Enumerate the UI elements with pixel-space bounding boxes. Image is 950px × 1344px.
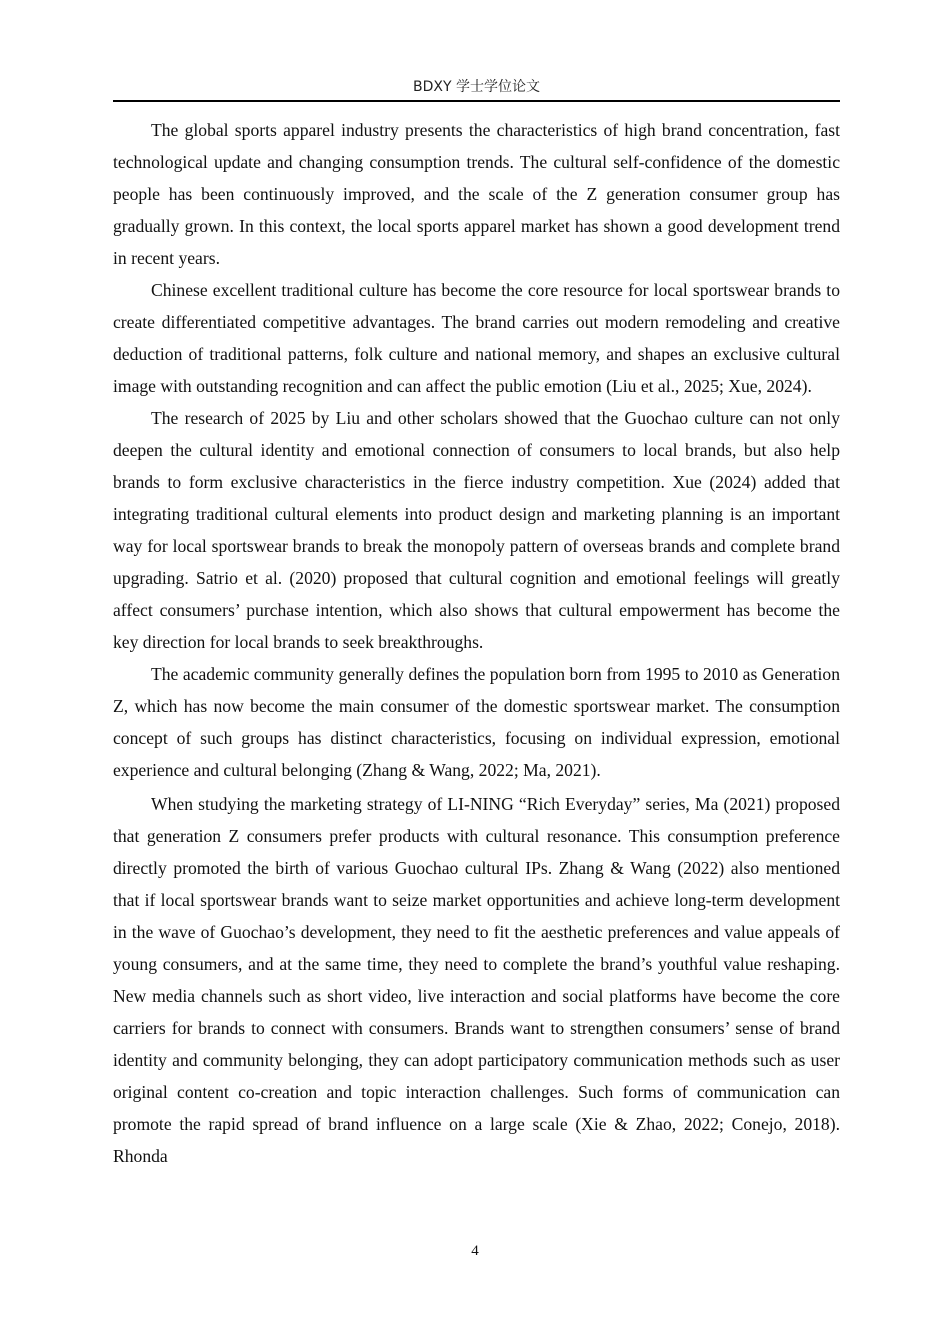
page-number: 4: [471, 1243, 479, 1259]
paragraph-1: The global sports apparel industry presents the characteristics of high brand concentration, fast technological update and changing consumption trends. The cultural self-confidence of the domestic people has been continuously improved, and the scale of the Z generation consumer group has gradually grown. In this context, the local sports apparel market has shown a good development trend in recent years.: [113, 120, 840, 268]
paragraph-4: The academic community generally defines the population born from 1995 to 2010 as Generation Z, which has now become the main consumer of the domestic sportswear market. The consumption concept of such groups has distinct characteristics, focusing on individual expression, emotional experience and cultural belonging (Zhang & Wang, 2022; Ma, 2021).: [113, 664, 840, 780]
header-divider: [113, 100, 840, 102]
paragraph-5: When studying the marketing strategy of LI-NING “Rich Everyday” series, Ma (2021) proposed that generation Z consumers prefer products with cultural resonance. This consumption preference directly promoted the birth of various Guochao cultural IPs. Zhang & Wang (2022) also mentioned that if local sportswear brands want to seize market opportunities and achieve long-term development in the wave of Guochao’s development, they need to fit the aesthetic preferences and value appeals of young consumers, and at the same time, they need to complete the brand’s youthful value reshaping. New media channels such as short video, live interaction and social platforms have become the core carriers for brands to connect with consumers. Brands want to strengthen consumers’ sense of brand identity and community belonging, they can adopt participatory communication methods such as user original content co-creation and topic interaction challenges. Such forms of communication can promote the rapid spread of brand influence on a large scale (Xie & Zhao, 2022; Conejo, 2018). Rhonda: [113, 794, 840, 1166]
paragraph-3: The research of 2025 by Liu and other scholars showed that the Guochao culture can not only deepen the cultural identity and emotional connection of consumers to local brands, but also help brands to form exclusive characteristics in the fierce industry competition. Xue (2024) added that integrating traditional cultural elements into product design and marketing planning is an important way for local sportswear brands to break the monopoly pattern of overseas brands and complete brand upgrading. Satrio et al. (2020) proposed that cultural cognition and emotional feelings will greatly affect consumers’ purchase intention, which also shows that cultural empowerment has become the key direction for local brands to seek breakthroughs.: [113, 408, 840, 652]
paragraph-2: Chinese excellent traditional culture has become the core resource for local sportswear brands to create differentiated competitive advantages. The brand carries out modern remodeling and creative deduction of traditional patterns, folk culture and national memory, and shapes an exclusive cultural image with outstanding recognition and can affect the public emotion (Liu et al., 2025; Xue, 2024).: [113, 280, 840, 396]
page-header: BDXY 学士学位论文: [413, 79, 540, 95]
body-text: [113, 114, 840, 1172]
